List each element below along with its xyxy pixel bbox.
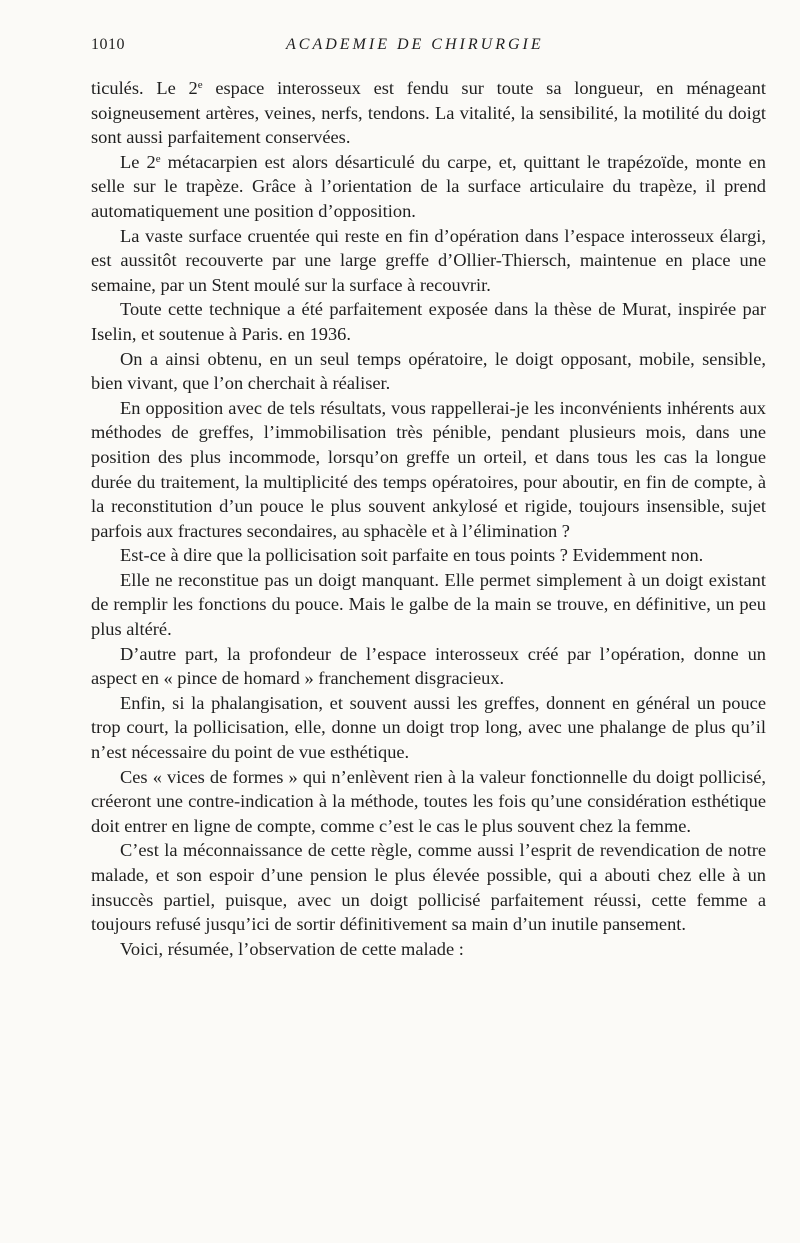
text-run: Toute cette technique a été parfaitement exposée dans la thèse de Murat, inspirée par Iselin, et soutenue à Paris. en 1936. xyxy=(91,299,766,344)
paragraph xyxy=(91,937,766,962)
text-run: La vaste surface cruentée qui reste en fin d’opération dans l’espace interosseux élargi, est aussitôt recouverte par une large greffe d’Ollier-Thiersch, maintenue en place une semaine, par un Stent moulé sur la surface à recouvrir. xyxy=(91,225,766,295)
paragraph xyxy=(91,765,766,839)
text-run: En opposition avec de tels résultats, vous rappellerai-je les inconvénients inhérents aux méthodes de greffes, l’immobilisation très pénible, pendant plusieurs mois, dans une position des plus incommode, lorsqu’on greffe un orteil, et dans tous les cas la longue durée du traitement, la multiplicité des temps opératoires, pour aboutir, en fin de compte, à la reconstitution d’un pouce le plus souvent ankylosé et rigide, toujours insensible, sujet parfois aux fractures secondaires, au sphacèle et à l’élimination ? xyxy=(91,397,766,541)
paragraph xyxy=(91,642,766,691)
paragraph xyxy=(91,150,766,224)
text-run: métacarpien est alors désarticulé du carpe, et, quittant le trapézoïde, monte en selle sur le trapèze. Grâce à l’orientation de la surface articulaire du trapèze, il prend automatiquement une position d’opposition. xyxy=(91,151,766,221)
paragraph xyxy=(91,396,766,544)
text-run: Enfin, si la phalangisation, et souvent aussi les greffes, donnent en général un pouce trop court, la pollicisation, elle, donne un doigt trop long, avec une phalange de plus qu’il n’est nécessaire du point de vue esthétique. xyxy=(91,692,766,763)
paragraph xyxy=(91,347,766,396)
text-run: Elle ne reconstitue pas un doigt manquant. Elle permet simplement à un doigt existant de remplir les fonctions du pouce. Mais le galbe de la main se trouve, en définitive, un peu plus altéré. xyxy=(91,569,766,640)
text-run: Ces « vices de formes » qui n’enlèvent rien à la valeur fonctionnelle du doigt pollicisé, créeront une contre-indication à la méthode, toutes les fois qu’une considération esthétique doit entrer en ligne de compte, comme c’est le cas le plus souvent chez la femme. xyxy=(91,766,766,836)
paragraph xyxy=(91,568,766,642)
paragraph xyxy=(91,838,766,936)
page-number: 1010 xyxy=(91,36,125,53)
text-run: C’est la méconnaissance de cette règle, comme aussi l’esprit de revendication de notre malade, et son espoir d’une pension le plus élevée possible, qui a abouti chez elle à un insuccès partiel, puisque, avec un doigt pollicisé parfaitement réussi, cette femme a toujours refusé jusqu’ici de sortir définitivement sa main d’un inutile pansement. xyxy=(91,840,766,935)
text-run: Est-ce à dire que la pollicisation soit parfaite en tous points ? Evidemment non. xyxy=(120,545,704,566)
superscript: e xyxy=(155,152,161,165)
paragraph xyxy=(91,224,766,298)
text-run: ticulés. Le 2 xyxy=(91,78,198,98)
paragraph xyxy=(91,76,766,150)
paragraph xyxy=(91,691,766,765)
text-run: espace interosseux est fendu sur toute sa longueur, en ménageant soigneusement artères, veines, nerfs, tendons. La vitalité, la sensibilité, la motilité du doigt sont aussi parfaitement conservées. xyxy=(91,78,766,148)
superscript: e xyxy=(197,79,203,91)
paragraph xyxy=(91,543,766,568)
body-text xyxy=(91,76,766,961)
running-title: ACADEMIE DE CHIRURGIE xyxy=(286,36,544,53)
text-run: D’autre part, la profondeur de l’espace interosseux créé par l’opération, donne un aspect en « pince de homard » franchement disgracieux. xyxy=(91,643,766,689)
paragraph xyxy=(91,297,766,346)
text-run: On a ainsi obtenu, en un seul temps opératoire, le doigt opposant, mobile, sensible, bien vivant, que l’on cherchait à réaliser. xyxy=(91,348,766,394)
text-run: Voici, résumée, l’observation de cette malade : xyxy=(120,938,464,959)
text-run: Le 2 xyxy=(120,151,156,172)
page-header xyxy=(91,36,764,58)
